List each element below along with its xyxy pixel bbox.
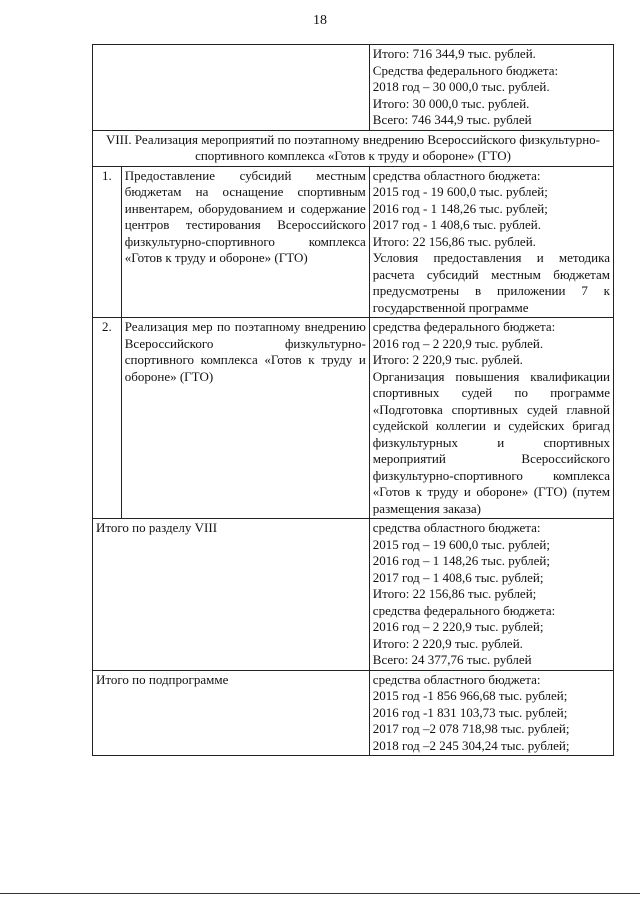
page-number: 18 — [313, 13, 327, 28]
amount-line: 2018 год –2 245 304,24 тыс. рублей; — [372, 737, 570, 753]
amount-line: Итого: 22 156,86 тыс. рублей. — [372, 233, 536, 249]
section-total-label: Итого по разделу VIII — [93, 519, 370, 671]
table-row — [93, 45, 614, 131]
amount-line: Итого: 30 000,0 тыс. рублей. — [372, 95, 530, 111]
amount-line: Всего: 24 377,76 тыс. рублей — [372, 652, 532, 667]
table-row — [93, 166, 614, 318]
section-total-row — [93, 519, 614, 671]
amount-line: 2016 год – 2 220,9 тыс. рублей. — [372, 335, 544, 351]
amount-line: 2016 год - 1 148,26 тыс. рублей; — [372, 200, 548, 216]
amount-line: 2017 год – 1 408,6 тыс. рублей; — [372, 569, 544, 585]
amount-line: средства федерального бюджета: — [372, 319, 556, 334]
amount-line: 2018 год – 30 000,0 тыс. рублей. — [372, 79, 550, 94]
row-amounts — [369, 166, 613, 318]
subprogram-total-label: Итого по подпрограмме — [93, 670, 370, 756]
row-amounts — [369, 318, 613, 519]
amount-line: Итого: 2 220,9 тыс. рублей. — [372, 635, 523, 651]
amount-line: Итого: 22 156,86 тыс. рублей; — [372, 586, 537, 601]
section-header-row — [93, 130, 614, 166]
amount-line: средства областного бюджета: — [372, 671, 541, 687]
page-bottom-rule — [0, 893, 640, 894]
subprogram-total-amounts — [369, 670, 613, 756]
amount-line: 2016 год -1 831 103,73 тыс. рублей; — [372, 704, 568, 720]
row-note: Организация повышения квалификации спортивных судей по программе «Подготовка спортивных судей главной судейской коллегии и судейских бригад физкультурных и спортивных мероприятий Всероссийского физкультурно-спортивного комплекса «Готов к труду и обороне» (ГТО) (путем размещения заказа) — [372, 368, 610, 516]
row-note: Условия предоставления и методика расчета субсидий местным бюджетам предусмотрены в приложении 7 к государственной программе — [372, 250, 610, 315]
amount-line: средства областного бюджета: — [372, 167, 541, 183]
section-total-amounts — [369, 519, 613, 671]
amount-line: Итого: 2 220,9 тыс. рублей. — [372, 352, 523, 367]
amount-line: Средства федерального бюджета: — [372, 62, 559, 78]
amount-line: 2015 год - 19 600,0 тыс. рублей; — [372, 184, 548, 199]
row-title: Предоставление субсидий местным бюджетам на оснащение спортивным инвентарем, оборудованием и содержание центров тестирования Всероссийского физкультурно-спортивного комплекса «Готов к труду и обороне» (ГТО) — [121, 166, 369, 318]
amount-line: 2017 год –2 078 718,98 тыс. рублей; — [372, 721, 570, 736]
row-title: Реализация мер по поэтапному внедрению Всероссийского физкультурно-спортивного комплекса «Готов к труду и обороне» (ГТО) — [121, 318, 369, 519]
amount-line: Итого: 716 344,9 тыс. рублей. — [372, 46, 536, 61]
amount-line: средства областного бюджета: — [372, 520, 541, 535]
amount-line: средства федерального бюджета: — [372, 602, 556, 618]
amount-line: Всего: 746 344,9 тыс. рублей — [372, 112, 532, 127]
section-header: VIII. Реализация мероприятий по поэтапному внедрению Всероссийского физкультурно-спортивного комплекса «Готов к труду и обороне» (ГТО) — [93, 130, 614, 166]
budget-table — [92, 44, 614, 756]
amount-line: 2017 год - 1 408,6 тыс. рублей. — [372, 217, 541, 232]
amount-line: 2016 год – 2 220,9 тыс. рублей; — [372, 619, 544, 634]
row-number: 1. — [93, 166, 122, 318]
row-number: 2. — [93, 318, 122, 519]
amount-line: 2015 год – 19 600,0 тыс. рублей; — [372, 536, 551, 552]
top-row-amounts — [369, 45, 613, 131]
amount-line: 2015 год -1 856 966,68 тыс. рублей; — [372, 688, 568, 703]
table-row — [93, 318, 614, 519]
amount-line: 2016 год – 1 148,26 тыс. рублей; — [372, 553, 551, 568]
empty-cell — [93, 45, 370, 131]
subprogram-total-row — [93, 670, 614, 756]
